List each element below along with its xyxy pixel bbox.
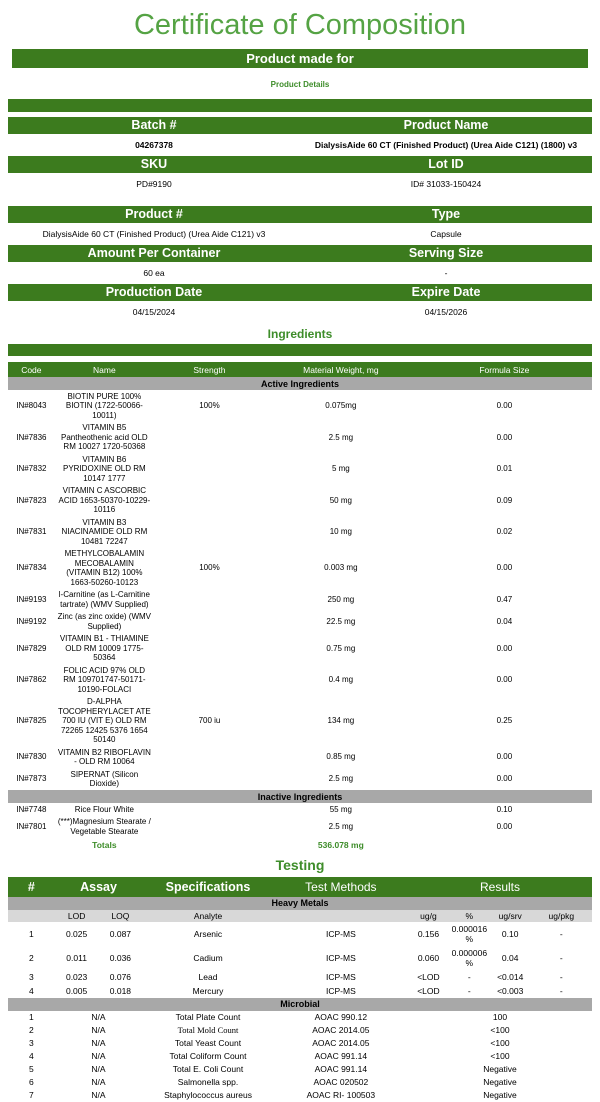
hm-ug-g: <LOD (417, 971, 440, 982)
mb-num: 4 (28, 1051, 34, 1061)
hm-lod: 0.005 (65, 985, 88, 996)
mb-num: 3 (28, 1038, 34, 1048)
ingredient-code: IN#9192 (16, 616, 47, 626)
testing-column-header: Specifications (142, 877, 273, 897)
ingredient-weight: 134 mg (327, 716, 355, 725)
ingredients-divider-bar (8, 344, 592, 356)
ingredient-weight: 10 mg (329, 527, 352, 536)
mb-specification: Total Yeast Count (174, 1038, 242, 1048)
totals-spacer (154, 838, 265, 853)
product-info-header-bar (8, 284, 592, 301)
hm-ug-srv: <0.003 (497, 985, 524, 996)
ingredient-formula-size: 0.00 (496, 675, 513, 684)
hm-loq: 0.036 (109, 952, 132, 963)
hm-test-method: ICP-MS (325, 971, 356, 982)
ingredient-weight: 55 mg (329, 804, 352, 814)
hm-loq: 0.076 (109, 971, 132, 982)
heavy-metals-subcolumn-header: % (449, 910, 490, 922)
ingredient-strength (154, 803, 265, 816)
product-info-value-row (8, 224, 592, 245)
ingredient-weight: 22.5 mg (326, 616, 356, 626)
active-ingredients-band (8, 377, 592, 390)
hm-loq: 0.087 (109, 928, 132, 939)
ingredient-formula-size: 0.10 (496, 804, 513, 814)
ingredient-strength: 700 iu (198, 716, 221, 725)
mb-num: 1 (28, 1012, 34, 1022)
ingredient-code: IN#7832 (16, 464, 47, 473)
microbial-row (8, 1089, 592, 1102)
hm-percent: 0.000016 % (451, 923, 488, 944)
hm-ug-g: 0.156 (417, 928, 440, 939)
hm-lod: 0.011 (66, 952, 87, 963)
mb-assay: N/A (91, 1051, 106, 1061)
mb-assay: N/A (91, 1077, 106, 1087)
ingredient-strength (154, 589, 265, 611)
heavy-metal-row (8, 970, 592, 984)
ingredient-weight: 0.85 mg (326, 752, 356, 762)
totals-spacer (8, 838, 55, 853)
heavy-metal-row (8, 922, 592, 946)
ingredient-code: IN#7873 (16, 774, 47, 784)
ingredient-weight: 50 mg (329, 495, 352, 505)
product-info-left-value: 04/15/2024 (132, 307, 176, 317)
product-info-left-value: PD#9190 (136, 179, 172, 189)
ingredient-strength (154, 611, 265, 633)
product-info-left-label: Production Date (105, 285, 203, 299)
heavy-metals-subcolumn-header: ug/srv (490, 910, 531, 922)
mb-specification: Total Plate Count (175, 1012, 241, 1022)
product-info-right-label: Expire Date (411, 285, 481, 299)
ingredient-row (8, 422, 592, 454)
product-info-header-bar (8, 245, 592, 262)
page-title: Certificate of Composition (133, 9, 467, 41)
mb-test-method: AOAC 991.14 (314, 1064, 368, 1074)
mb-test-method: AOAC RI- 100503 (306, 1090, 376, 1100)
ingredient-formula-size: 0.00 (496, 643, 513, 653)
microbial-row (8, 1050, 592, 1063)
ingredient-weight: 2.5 mg (328, 821, 354, 831)
ingredient-weight: 250 mg (327, 594, 355, 604)
ingredient-code: IN#7829 (16, 643, 47, 653)
hm-ug-pkg: - (559, 928, 563, 939)
mb-num: 7 (28, 1090, 34, 1100)
ingredient-row (8, 746, 592, 768)
mb-specification: Total Coliform Count (169, 1051, 247, 1061)
ingredient-code: IN#7836 (16, 432, 47, 442)
product-info-right-value: - (444, 268, 448, 278)
totals-spacer (417, 838, 592, 853)
mb-specification: Total E. Coli Count (172, 1064, 244, 1074)
microbial-row (8, 1063, 592, 1076)
ingredient-code: IN#7831 (16, 527, 47, 536)
product-info-right-value: ID# 31033-150424 (410, 179, 482, 189)
mb-test-method: AOAC 2014.05 (312, 1025, 370, 1035)
ingredient-name: Rice Flour White (74, 804, 134, 814)
mb-assay: N/A (91, 1090, 106, 1100)
product-info-left-label: Batch # (131, 118, 177, 132)
ingredient-row (8, 803, 592, 816)
ingredient-row (8, 485, 592, 517)
ingredient-code: IN#7801 (16, 821, 47, 831)
ingredient-formula-size: 0.02 (496, 527, 513, 536)
ingredient-row (8, 548, 592, 589)
mb-specification: Staphylococcus aureus (164, 1090, 252, 1100)
hm-analyte: Mercury (192, 985, 224, 996)
hm-num: 2 (28, 952, 34, 963)
ingredient-name: VITAMIN B6 PYRIDOXINE OLD RM 10147 1777 (63, 454, 146, 483)
inactive-ingredients-band-label: Inactive Ingredients (8, 790, 592, 803)
ingredient-strength (154, 816, 265, 838)
heavy-metals-subcolumn-header: ug/pkg (531, 910, 592, 922)
ingredients-header-row (8, 362, 592, 377)
mb-result: Negative (483, 1090, 517, 1100)
inactive-ingredients-band (8, 790, 592, 803)
ingredient-name: VITAMIN B1 - THIAMINE OLD RM 10009 1775-50364 (59, 634, 149, 662)
ingredient-row (8, 633, 592, 665)
heavy-metals-subcolumn-header: LOQ (99, 910, 143, 922)
product-info-right-value: 04/15/2026 (424, 307, 468, 317)
ingredient-code: IN#7830 (16, 752, 47, 762)
ingredient-weight: 2.5 mg (328, 432, 354, 442)
ingredient-weight: 0.075mg (325, 401, 357, 410)
ingredient-formula-size: 0.00 (496, 752, 513, 762)
heavy-metals-subcolumn-header: ug/g (408, 910, 449, 922)
totals-label: Totals (92, 839, 117, 850)
mb-result: <100 (490, 1051, 510, 1061)
product-info-left-value: DialysisAide 60 CT (Finished Product) (Urea Aide C121) v3 (42, 229, 266, 239)
ingredient-name: METHYLCOBALAMIN MECOBALAMIN (VITAMIN B12) 100% 1663-50260-10123 (64, 549, 145, 587)
testing-table (8, 877, 592, 1102)
product-info-right-label: Product Name (403, 118, 489, 132)
heavy-metals-subcolumn-header: Analyte (142, 910, 273, 922)
microbial-row (8, 1011, 592, 1024)
product-info-value-row (8, 174, 592, 195)
mb-result: <100 (490, 1038, 510, 1048)
ingredient-row (8, 816, 592, 838)
product-info-left-label: SKU (140, 157, 168, 171)
ingredient-formula-size: 0.04 (496, 616, 513, 626)
heavy-metals-band (8, 897, 592, 910)
hm-test-method: ICP-MS (325, 952, 356, 963)
mb-result: Negative (483, 1064, 517, 1074)
ingredient-name: D-ALPHA TOCOPHERYLACET ATE 700 IU (VIT E) OLD RM 72265 12425 5376 1654 50140 (57, 697, 151, 744)
heavy-metal-row (8, 984, 592, 998)
heavy-metals-subcolumn-header (274, 910, 408, 922)
testing-header-row (8, 877, 592, 897)
mb-test-method: AOAC 2014.05 (312, 1038, 370, 1048)
product-info-header-bar (8, 156, 592, 173)
hm-lod: 0.025 (65, 928, 88, 939)
hm-num: 4 (28, 985, 34, 996)
ingredient-strength (154, 422, 265, 454)
hm-ug-g: <LOD (417, 985, 440, 996)
hm-ug-srv: 0.10 (501, 928, 519, 939)
ingredients-column-header: Name (55, 362, 154, 377)
ingredient-name: l-Carnitine (as L-Carnitine tartrate) (WMV Supplied) (58, 590, 150, 609)
product-info-right-label: Type (431, 207, 461, 221)
heavy-metals-subcolumn-header: LOD (55, 910, 99, 922)
ingredient-code: IN#7862 (16, 675, 47, 684)
ingredient-name: FOLIC ACID 97% OLD RM 109701747-50171-10190-FOLACI (63, 665, 146, 694)
product-info-left-value: 04267378 (135, 140, 173, 150)
product-info-value-row (8, 302, 592, 323)
microbial-row (8, 1037, 592, 1050)
ingredient-row (8, 696, 592, 747)
ingredient-code: IN#8043 (16, 401, 47, 410)
ingredient-code: IN#7834 (16, 563, 47, 573)
mb-test-method: AOAC 990.12 (314, 1012, 368, 1022)
product-info-right-label: Serving Size (408, 246, 484, 260)
ingredients-column-header: Material Weight, mg (265, 362, 417, 377)
product-details-label: Product Details (270, 80, 330, 89)
totals-value: 536.078 mg (317, 839, 364, 850)
ingredient-row (8, 589, 592, 611)
ingredient-name: BIOTIN PURE 100% BIOTIN (1722-50066-10011) (65, 391, 143, 420)
hm-percent: - (467, 985, 471, 996)
mb-result: 100 (492, 1012, 508, 1022)
microbial-band (8, 998, 592, 1011)
hm-ug-pkg: - (559, 971, 563, 982)
product-made-for-label: Product made for (246, 51, 354, 66)
testing-section-title: Testing (275, 856, 325, 873)
microbial-band-label: Microbial (8, 998, 592, 1011)
ingredient-strength (154, 768, 265, 790)
ingredient-formula-size: 0.00 (496, 563, 513, 573)
hm-analyte: Lead (198, 971, 218, 982)
ingredients-column-header: Strength (154, 362, 265, 377)
ingredient-row (8, 768, 592, 790)
ingredient-formula-size: 0.00 (496, 774, 513, 784)
hm-ug-g: 0.060 (417, 952, 440, 963)
hm-loq: 0.018 (109, 985, 132, 996)
product-info-value-row (8, 135, 592, 156)
ingredient-row (8, 664, 592, 696)
mb-assay: N/A (91, 1064, 106, 1074)
mb-num: 6 (28, 1077, 34, 1087)
ingredient-name: Zinc (as zinc oxide) (WMV Supplied) (57, 612, 152, 631)
product-made-for-bar (12, 49, 588, 68)
ingredients-column-header: Formula Size (417, 362, 592, 377)
ingredients-column-header: Code (8, 362, 55, 377)
ingredient-weight: 2.5 mg (328, 774, 354, 784)
ingredient-strength (154, 516, 265, 548)
ingredient-weight: 5 mg (331, 464, 350, 473)
heavy-metals-band-label: Heavy Metals (8, 897, 592, 910)
ingredient-name: VITAMIN C ASCORBIC ACID 1653-50370-10229-10116 (58, 486, 151, 514)
ingredients-section-title: Ingredients (267, 327, 333, 341)
hm-ug-srv: 0.04 (501, 952, 519, 963)
heavy-metals-subcolumn-header (8, 910, 55, 922)
ingredient-weight: 0.75 mg (326, 643, 356, 653)
ingredient-formula-size: 0.01 (496, 464, 513, 473)
ingredient-code: IN#9193 (16, 594, 47, 604)
ingredient-strength (154, 485, 265, 517)
product-info-section (8, 117, 592, 323)
product-info-left-value: 60 ea (143, 268, 165, 278)
hm-ug-pkg: - (559, 952, 563, 963)
hm-ug-pkg: - (559, 985, 563, 996)
totals-row (8, 838, 592, 853)
ingredient-formula-size: 0.47 (496, 594, 513, 604)
mb-num: 2 (28, 1025, 34, 1035)
hm-lod: 0.023 (65, 971, 88, 982)
ingredient-name: VITAMIN B2 RIBOFLAVIN - OLD RM 10064 (57, 747, 151, 766)
ingredient-code: IN#7825 (16, 716, 47, 725)
mb-num: 5 (28, 1064, 34, 1074)
ingredient-name: (***)Magnesium Stearate / Vegetable Stearate (57, 817, 151, 836)
ingredient-row (8, 453, 592, 485)
product-info-value-row (8, 263, 592, 284)
mb-result: <100 (490, 1025, 510, 1035)
product-info-right-value: DialysisAide 60 CT (Finished Product) (Urea Aide C121) (1800) v3 (314, 140, 578, 150)
hm-test-method: ICP-MS (325, 928, 356, 939)
ingredient-strength (154, 664, 265, 696)
ingredient-weight: 0.003 mg (324, 563, 358, 573)
ingredient-strength (154, 746, 265, 768)
product-info-left-label: Product # (125, 207, 183, 221)
ingredient-name: VITAMIN B3 NIACINAMIDE OLD RM 10481 72247 (61, 517, 148, 546)
ingredient-formula-size: 0.00 (496, 432, 513, 442)
heavy-metal-row (8, 946, 592, 970)
hm-num: 3 (28, 971, 34, 982)
product-info-header-bar (8, 117, 592, 134)
testing-column-header: Assay (55, 877, 143, 897)
ingredient-name: SIPERNAT (Silicon Dioxide) (70, 769, 139, 788)
mb-specification: Salmonella spp. (177, 1077, 239, 1087)
ingredient-formula-size: 0.09 (496, 495, 513, 505)
hm-analyte: Arsenic (193, 928, 223, 939)
ingredient-weight: 0.4 mg (328, 675, 354, 684)
ingredient-strength (154, 633, 265, 665)
product-info-right-value: Capsule (430, 229, 462, 239)
mb-assay: N/A (91, 1038, 106, 1048)
mb-assay: N/A (91, 1012, 106, 1022)
ingredient-name: VITAMIN B5 Pantheothenic acid OLD RM 10027 1720-50368 (60, 423, 148, 451)
top-divider-bar (8, 99, 592, 112)
ingredient-row (8, 390, 592, 422)
hm-num: 1 (28, 928, 34, 939)
ingredient-formula-size: 0.25 (496, 716, 513, 725)
mb-test-method: AOAC 991.14 (314, 1051, 368, 1061)
hm-analyte: Cadium (193, 952, 223, 963)
active-ingredients-band-label: Active Ingredients (8, 377, 592, 390)
ingredient-strength (154, 453, 265, 485)
product-info-left-label: Amount Per Container (87, 246, 221, 260)
ingredient-row (8, 516, 592, 548)
mb-assay: N/A (91, 1025, 106, 1035)
testing-column-header: Results (408, 877, 592, 897)
microbial-row (8, 1024, 592, 1037)
product-info-right-label: Lot ID (428, 157, 464, 171)
heavy-metals-subheader-row (8, 910, 592, 922)
product-info-header-bar (8, 206, 592, 223)
ingredient-strength: 100% (199, 563, 220, 573)
testing-column-header: Test Methods (274, 877, 408, 897)
mb-test-method: AOAC 020502 (313, 1077, 369, 1087)
mb-specification: Total Mold Count (177, 1025, 239, 1035)
ingredient-row (8, 611, 592, 633)
ingredient-formula-size: 0.00 (496, 401, 513, 410)
ingredient-code: IN#7748 (16, 804, 47, 814)
ingredient-formula-size: 0.00 (496, 821, 513, 831)
hm-percent: - (467, 971, 471, 982)
mb-result: Negative (483, 1077, 517, 1087)
testing-column-header: # (8, 877, 55, 897)
hm-ug-srv: <0.014 (497, 971, 524, 982)
ingredient-code: IN#7823 (16, 495, 47, 505)
hm-percent: 0.000006 % (451, 947, 488, 968)
ingredients-table (8, 362, 592, 853)
ingredient-strength: 100% (199, 401, 220, 410)
hm-test-method: ICP-MS (325, 985, 356, 996)
